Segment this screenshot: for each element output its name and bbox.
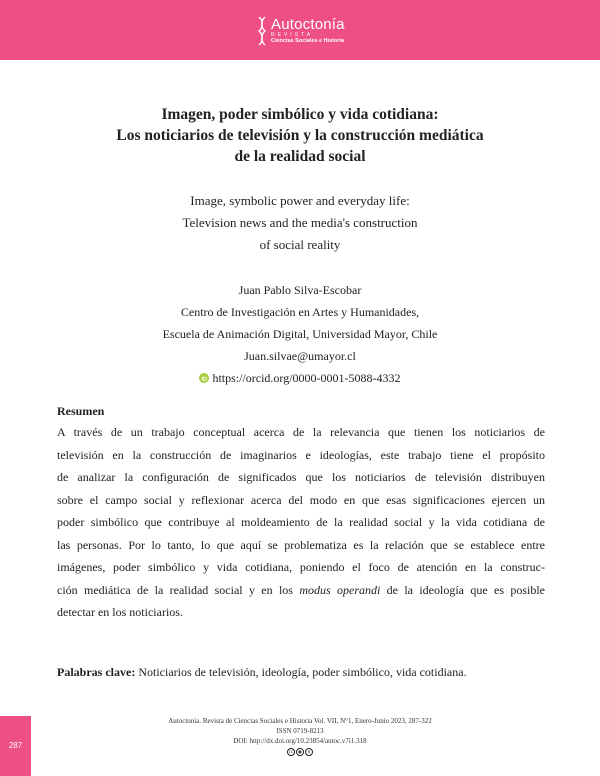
cc-license-badge[interactable] [287,748,313,756]
journal-logo [256,13,345,49]
abstract-line: A través de un trabajo conceptual acerca de la relevancia que tienen los noticiarios de [57,425,545,439]
title-en-line: Image, symbolic power and everyday life: [190,193,410,208]
abstract-line: sobre el campo social y reflexionar acerca del modo en que esas significaciones ejercen un [57,492,545,507]
author-name: Juan Pablo Silva-Escobar [238,283,362,297]
keywords-text: Noticiarios de televisión, ideología, poder simbólico, vida cotidiana. [135,665,467,679]
page-number: 287 [8,741,23,750]
author-email[interactable]: Juan.silvae@umayor.cl [244,349,356,363]
keywords [57,665,545,680]
abstract-line: de analizar la configuración de significados que los noticiarios de televisión distribuyen [57,470,545,484]
citation-footer [120,716,480,756]
title-es-line: Los noticiarios de televisión y la construcción mediática [116,127,484,144]
article-title-es [0,104,600,167]
abstract-line [57,579,545,602]
by-icon: ● [296,748,304,756]
keywords-label: Palabras clave: [57,665,136,679]
journal-header-band [0,0,600,60]
author-affiliation: Centro de Investigación en Artes y Humanidades, [180,305,420,319]
title-en-line: Television news and the media's construction [182,215,418,230]
cc-icon: cc [288,749,294,754]
author-block [0,279,600,390]
issn: ISSN 0719-8213 [276,727,324,735]
abstract-italic-term: modus operandi [299,582,381,597]
abstract-line: las personas. Por lo tanto, lo que aquí se problematiza es la relación que se establece entre [57,537,545,552]
brand-name: Autoctonía [271,16,345,34]
abstract-heading: Resumen [57,404,105,418]
abstract-line: detectar en los noticiarios. [57,605,183,619]
title-en-line: of social reality [259,237,341,252]
title-es-line: de la realidad social [234,148,366,165]
doi-link[interactable]: DOI: http://dx.doi.org/10.23854/autoc.v7i1.318 [233,737,367,745]
author-affiliation: Escuela de Animación Digital, Universidad Mayor, Chile [162,327,438,341]
brand-tagline: Ciencias Sociales e Historia [271,38,345,45]
orcid-url: https://orcid.org/0000-0001-5088-4332 [212,371,401,385]
journal-citation: Autoctonía. Revista de Ciencias Sociales e Historia Vol. VII, N°1, Enero-Junio 2023, 287-322 [168,717,432,725]
article-title-en [0,190,600,256]
orcid-icon [199,373,209,383]
abstract-line: imágenes, poder simbólico y vida cotidiana, poniendo el foco de atención en la construc- [57,560,545,574]
abstract-text: ción mediática de la realidad social y en los [57,582,300,597]
abstract-text: de la ideología que es posible [380,582,545,597]
abstract-line: televisión en la construcción de imaginarios e ideologías, este trabajo tiene el propósito [57,447,545,462]
logo-helix-icon [256,16,268,46]
nc-icon: $ [305,748,313,756]
orcid-link[interactable] [199,367,400,389]
title-es-line: Imagen, poder simbólico y vida cotidiana: [161,106,439,123]
abstract-body [57,421,545,624]
brand-subtitle: REVISTA [271,32,314,39]
abstract-line: poder simbólico que contribuye al moldeamiento de la realidad social y la vida cotidiana de [57,515,545,529]
